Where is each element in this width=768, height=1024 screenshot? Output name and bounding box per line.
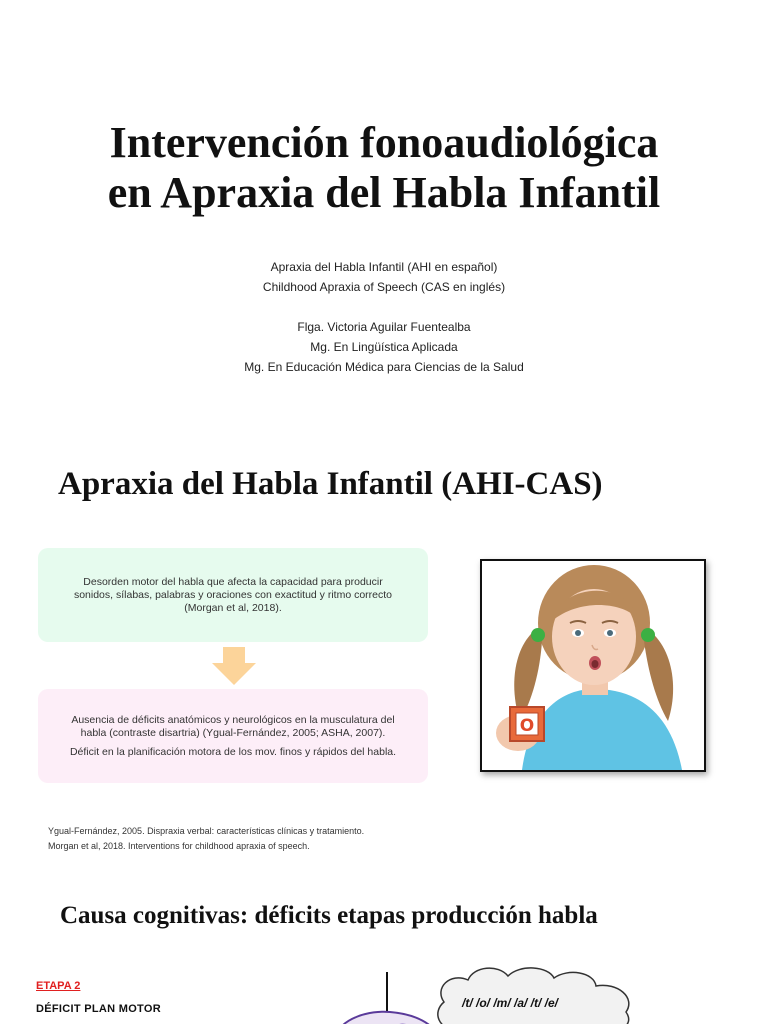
characteristics-box (38, 689, 428, 783)
author-degree-2: Mg. En Educación Médica para Ciencias de la Salud (244, 360, 524, 374)
title-slide (0, 0, 768, 440)
child-illustration (482, 561, 704, 770)
definition-line-3: (Morgan et al, 2018). (184, 601, 282, 614)
causes-slide (0, 880, 768, 1024)
subtitle-block (0, 257, 768, 297)
subtitle-english: Childhood Apraxia of Speech (CAS en inglés) (262, 280, 506, 294)
slide-title: Apraxia del Habla Infantil (AHI-CAS) (58, 466, 603, 502)
deficit-label: DÉFICIT PLAN MOTOR (36, 1003, 161, 1015)
characteristics-line-2: habla (contraste disartria) (Ygual-Fernández, 2005; ASHA, 2007). (80, 726, 386, 739)
brain-icon (330, 1008, 440, 1024)
down-arrow-icon (212, 647, 256, 685)
block-letter: O (519, 716, 535, 736)
slide-title: Causa cognitivas: déficits etapas producción habla (60, 902, 598, 929)
main-title-line-1: Intervención fonoaudiológica (109, 118, 659, 167)
phoneme-sequence: /t/ /o/ /m/ /a/ /t/ /e/ (462, 996, 559, 1010)
thought-cloud-icon (430, 964, 640, 1024)
author-block (0, 317, 768, 377)
characteristics-line-3: Déficit en la planificación motora de los mov. finos y rápidos del habla. (69, 745, 397, 758)
definition-line-2: sonidos, sílabas, palabras y oraciones con exactitud y ritmo correcto (73, 588, 393, 601)
references (48, 824, 364, 854)
reference-1: Ygual-Fernández, 2005. Dispraxia verbal: características clínicas y tratamiento. (48, 826, 365, 836)
author-degree-1: Mg. En Lingüística Aplicada (310, 340, 458, 354)
definition-slide (0, 440, 768, 880)
child-photo (480, 559, 706, 772)
etapa-label: ETAPA 2 (36, 980, 81, 992)
main-title-line-2: en Apraxia del Habla Infantil (107, 168, 661, 217)
characteristics-line-1: Ausencia de déficits anatómicos y neurológicos en la musculatura del (71, 713, 395, 726)
subtitle-spanish: Apraxia del Habla Infantil (AHI en español) (270, 260, 498, 274)
reference-2: Morgan et al, 2018. Interventions for childhood apraxia of speech. (48, 841, 310, 851)
definition-box (38, 548, 428, 642)
author-name: Flga. Victoria Aguilar Fuentealba (297, 320, 471, 334)
definition-line-1: Desorden motor del habla que afecta la capacidad para producir (83, 575, 383, 588)
main-title (0, 118, 768, 218)
